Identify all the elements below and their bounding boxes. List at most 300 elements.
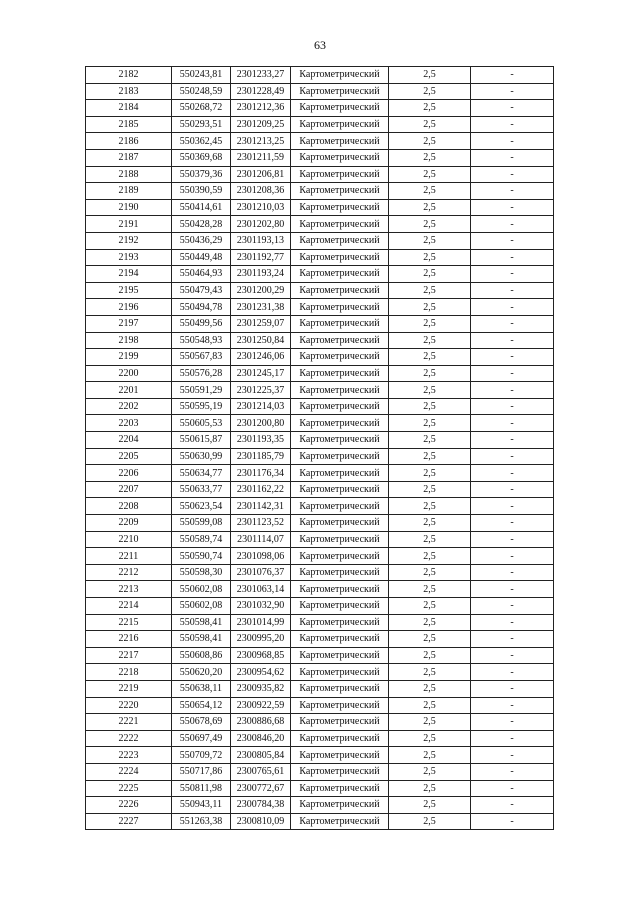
point-number-cell: 2197 bbox=[86, 315, 172, 332]
table-row bbox=[86, 548, 554, 565]
table-row bbox=[86, 797, 554, 814]
y-coordinate-cell: 2301246,06 bbox=[231, 349, 291, 366]
x-coordinate-cell: 550243,81 bbox=[172, 67, 231, 84]
method-cell: Картометрический bbox=[291, 548, 389, 565]
note-cell: - bbox=[471, 465, 554, 482]
table-row bbox=[86, 365, 554, 382]
method-cell: Картометрический bbox=[291, 332, 389, 349]
table-row bbox=[86, 730, 554, 747]
table-row bbox=[86, 697, 554, 714]
x-coordinate-cell: 550590,74 bbox=[172, 548, 231, 565]
accuracy-cell: 2,5 bbox=[389, 797, 471, 814]
y-coordinate-cell: 2301206,81 bbox=[231, 166, 291, 183]
y-coordinate-cell: 2301192,77 bbox=[231, 249, 291, 266]
method-cell: Картометрический bbox=[291, 232, 389, 249]
note-cell: - bbox=[471, 315, 554, 332]
point-number-cell: 2192 bbox=[86, 232, 172, 249]
table-row bbox=[86, 598, 554, 615]
x-coordinate-cell: 550464,93 bbox=[172, 266, 231, 283]
x-coordinate-cell: 550576,28 bbox=[172, 365, 231, 382]
accuracy-cell: 2,5 bbox=[389, 763, 471, 780]
method-cell: Картометрический bbox=[291, 365, 389, 382]
method-cell: Картометрический bbox=[291, 448, 389, 465]
x-coordinate-cell: 550811,98 bbox=[172, 780, 231, 797]
x-coordinate-cell: 550268,72 bbox=[172, 100, 231, 117]
note-cell: - bbox=[471, 249, 554, 266]
table-row bbox=[86, 747, 554, 764]
x-coordinate-cell: 550449,48 bbox=[172, 249, 231, 266]
point-number-cell: 2196 bbox=[86, 299, 172, 316]
accuracy-cell: 2,5 bbox=[389, 249, 471, 266]
method-cell: Картометрический bbox=[291, 149, 389, 166]
note-cell: - bbox=[471, 299, 554, 316]
note-cell: - bbox=[471, 133, 554, 150]
note-cell: - bbox=[471, 83, 554, 100]
point-number-cell: 2226 bbox=[86, 797, 172, 814]
y-coordinate-cell: 2300886,68 bbox=[231, 714, 291, 731]
note-cell: - bbox=[471, 714, 554, 731]
table-row bbox=[86, 83, 554, 100]
point-number-cell: 2198 bbox=[86, 332, 172, 349]
point-number-cell: 2223 bbox=[86, 747, 172, 764]
method-cell: Картометрический bbox=[291, 315, 389, 332]
point-number-cell: 2213 bbox=[86, 581, 172, 598]
note-cell: - bbox=[471, 680, 554, 697]
table-row bbox=[86, 133, 554, 150]
accuracy-cell: 2,5 bbox=[389, 299, 471, 316]
note-cell: - bbox=[471, 432, 554, 449]
point-number-cell: 2209 bbox=[86, 515, 172, 532]
y-coordinate-cell: 2300805,84 bbox=[231, 747, 291, 764]
point-number-cell: 2210 bbox=[86, 531, 172, 548]
accuracy-cell: 2,5 bbox=[389, 448, 471, 465]
table-row bbox=[86, 332, 554, 349]
table-row bbox=[86, 614, 554, 631]
y-coordinate-cell: 2301076,37 bbox=[231, 564, 291, 581]
accuracy-cell: 2,5 bbox=[389, 531, 471, 548]
note-cell: - bbox=[471, 747, 554, 764]
table-row bbox=[86, 67, 554, 84]
table-row bbox=[86, 166, 554, 183]
x-coordinate-cell: 550293,51 bbox=[172, 116, 231, 133]
x-coordinate-cell: 550414,61 bbox=[172, 199, 231, 216]
point-number-cell: 2188 bbox=[86, 166, 172, 183]
point-number-cell: 2186 bbox=[86, 133, 172, 150]
table-row bbox=[86, 515, 554, 532]
method-cell: Картометрический bbox=[291, 100, 389, 117]
table-row bbox=[86, 631, 554, 648]
y-coordinate-cell: 2301214,03 bbox=[231, 398, 291, 415]
table-row bbox=[86, 183, 554, 200]
accuracy-cell: 2,5 bbox=[389, 199, 471, 216]
table-row bbox=[86, 664, 554, 681]
accuracy-cell: 2,5 bbox=[389, 515, 471, 532]
y-coordinate-cell: 2301228,49 bbox=[231, 83, 291, 100]
table-row bbox=[86, 813, 554, 830]
point-number-cell: 2195 bbox=[86, 282, 172, 299]
point-number-cell: 2215 bbox=[86, 614, 172, 631]
table-row bbox=[86, 349, 554, 366]
point-number-cell: 2191 bbox=[86, 216, 172, 233]
accuracy-cell: 2,5 bbox=[389, 465, 471, 482]
method-cell: Картометрический bbox=[291, 730, 389, 747]
point-number-cell: 2200 bbox=[86, 365, 172, 382]
y-coordinate-cell: 2301231,38 bbox=[231, 299, 291, 316]
x-coordinate-cell: 550602,08 bbox=[172, 581, 231, 598]
table-row bbox=[86, 531, 554, 548]
x-coordinate-cell: 550697,49 bbox=[172, 730, 231, 747]
note-cell: - bbox=[471, 614, 554, 631]
note-cell: - bbox=[471, 531, 554, 548]
accuracy-cell: 2,5 bbox=[389, 100, 471, 117]
method-cell: Картометрический bbox=[291, 813, 389, 830]
table-row bbox=[86, 481, 554, 498]
x-coordinate-cell: 551263,38 bbox=[172, 813, 231, 830]
point-number-cell: 2183 bbox=[86, 83, 172, 100]
table-row bbox=[86, 780, 554, 797]
method-cell: Картометрический bbox=[291, 581, 389, 598]
method-cell: Картометрический bbox=[291, 664, 389, 681]
accuracy-cell: 2,5 bbox=[389, 266, 471, 283]
point-number-cell: 2206 bbox=[86, 465, 172, 482]
note-cell: - bbox=[471, 232, 554, 249]
y-coordinate-cell: 2300968,85 bbox=[231, 647, 291, 664]
x-coordinate-cell: 550548,93 bbox=[172, 332, 231, 349]
note-cell: - bbox=[471, 100, 554, 117]
note-cell: - bbox=[471, 780, 554, 797]
x-coordinate-cell: 550428,28 bbox=[172, 216, 231, 233]
x-coordinate-cell: 550436,29 bbox=[172, 232, 231, 249]
y-coordinate-cell: 2301209,25 bbox=[231, 116, 291, 133]
method-cell: Картометрический bbox=[291, 83, 389, 100]
method-cell: Картометрический bbox=[291, 183, 389, 200]
method-cell: Картометрический bbox=[291, 398, 389, 415]
y-coordinate-cell: 2301193,13 bbox=[231, 232, 291, 249]
note-cell: - bbox=[471, 581, 554, 598]
method-cell: Картометрический bbox=[291, 67, 389, 84]
y-coordinate-cell: 2300922,59 bbox=[231, 697, 291, 714]
method-cell: Картометрический bbox=[291, 465, 389, 482]
y-coordinate-cell: 2300935,82 bbox=[231, 680, 291, 697]
note-cell: - bbox=[471, 631, 554, 648]
table-row bbox=[86, 315, 554, 332]
point-number-cell: 2221 bbox=[86, 714, 172, 731]
table-row bbox=[86, 282, 554, 299]
coordinates-table-body bbox=[86, 67, 554, 830]
x-coordinate-cell: 550598,30 bbox=[172, 564, 231, 581]
table-row bbox=[86, 116, 554, 133]
table-row bbox=[86, 763, 554, 780]
table-row bbox=[86, 714, 554, 731]
method-cell: Картометрический bbox=[291, 531, 389, 548]
note-cell: - bbox=[471, 166, 554, 183]
accuracy-cell: 2,5 bbox=[389, 232, 471, 249]
x-coordinate-cell: 550362,45 bbox=[172, 133, 231, 150]
x-coordinate-cell: 550390,59 bbox=[172, 183, 231, 200]
y-coordinate-cell: 2301193,35 bbox=[231, 432, 291, 449]
point-number-cell: 2184 bbox=[86, 100, 172, 117]
note-cell: - bbox=[471, 515, 554, 532]
method-cell: Картометрический bbox=[291, 797, 389, 814]
point-number-cell: 2208 bbox=[86, 498, 172, 515]
y-coordinate-cell: 2301114,07 bbox=[231, 531, 291, 548]
accuracy-cell: 2,5 bbox=[389, 432, 471, 449]
point-number-cell: 2207 bbox=[86, 481, 172, 498]
note-cell: - bbox=[471, 498, 554, 515]
method-cell: Картометрический bbox=[291, 382, 389, 399]
point-number-cell: 2218 bbox=[86, 664, 172, 681]
point-number-cell: 2205 bbox=[86, 448, 172, 465]
method-cell: Картометрический bbox=[291, 515, 389, 532]
method-cell: Картометрический bbox=[291, 216, 389, 233]
x-coordinate-cell: 550943,11 bbox=[172, 797, 231, 814]
accuracy-cell: 2,5 bbox=[389, 680, 471, 697]
x-coordinate-cell: 550567,83 bbox=[172, 349, 231, 366]
accuracy-cell: 2,5 bbox=[389, 481, 471, 498]
point-number-cell: 2224 bbox=[86, 763, 172, 780]
accuracy-cell: 2,5 bbox=[389, 83, 471, 100]
accuracy-cell: 2,5 bbox=[389, 365, 471, 382]
note-cell: - bbox=[471, 282, 554, 299]
x-coordinate-cell: 550709,72 bbox=[172, 747, 231, 764]
y-coordinate-cell: 2301202,80 bbox=[231, 216, 291, 233]
x-coordinate-cell: 550369,68 bbox=[172, 149, 231, 166]
method-cell: Картометрический bbox=[291, 415, 389, 432]
accuracy-cell: 2,5 bbox=[389, 166, 471, 183]
note-cell: - bbox=[471, 548, 554, 565]
y-coordinate-cell: 2301211,59 bbox=[231, 149, 291, 166]
y-coordinate-cell: 2301193,24 bbox=[231, 266, 291, 283]
accuracy-cell: 2,5 bbox=[389, 813, 471, 830]
y-coordinate-cell: 2301245,17 bbox=[231, 365, 291, 382]
x-coordinate-cell: 550248,59 bbox=[172, 83, 231, 100]
table-row bbox=[86, 432, 554, 449]
method-cell: Картометрический bbox=[291, 631, 389, 648]
accuracy-cell: 2,5 bbox=[389, 332, 471, 349]
x-coordinate-cell: 550634,77 bbox=[172, 465, 231, 482]
x-coordinate-cell: 550678,69 bbox=[172, 714, 231, 731]
table-row bbox=[86, 564, 554, 581]
point-number-cell: 2203 bbox=[86, 415, 172, 432]
x-coordinate-cell: 550499,56 bbox=[172, 315, 231, 332]
method-cell: Картометрический bbox=[291, 166, 389, 183]
point-number-cell: 2190 bbox=[86, 199, 172, 216]
point-number-cell: 2222 bbox=[86, 730, 172, 747]
method-cell: Картометрический bbox=[291, 481, 389, 498]
note-cell: - bbox=[471, 149, 554, 166]
accuracy-cell: 2,5 bbox=[389, 149, 471, 166]
y-coordinate-cell: 2301208,36 bbox=[231, 183, 291, 200]
note-cell: - bbox=[471, 266, 554, 283]
accuracy-cell: 2,5 bbox=[389, 382, 471, 399]
method-cell: Картометрический bbox=[291, 697, 389, 714]
note-cell: - bbox=[471, 564, 554, 581]
point-number-cell: 2219 bbox=[86, 680, 172, 697]
x-coordinate-cell: 550602,08 bbox=[172, 598, 231, 615]
accuracy-cell: 2,5 bbox=[389, 398, 471, 415]
accuracy-cell: 2,5 bbox=[389, 315, 471, 332]
accuracy-cell: 2,5 bbox=[389, 282, 471, 299]
note-cell: - bbox=[471, 647, 554, 664]
point-number-cell: 2220 bbox=[86, 697, 172, 714]
accuracy-cell: 2,5 bbox=[389, 747, 471, 764]
point-number-cell: 2194 bbox=[86, 266, 172, 283]
y-coordinate-cell: 2301213,25 bbox=[231, 133, 291, 150]
y-coordinate-cell: 2301233,27 bbox=[231, 67, 291, 84]
y-coordinate-cell: 2301225,37 bbox=[231, 382, 291, 399]
method-cell: Картометрический bbox=[291, 647, 389, 664]
point-number-cell: 2189 bbox=[86, 183, 172, 200]
note-cell: - bbox=[471, 199, 554, 216]
point-number-cell: 2193 bbox=[86, 249, 172, 266]
method-cell: Картометрический bbox=[291, 116, 389, 133]
accuracy-cell: 2,5 bbox=[389, 730, 471, 747]
point-number-cell: 2182 bbox=[86, 67, 172, 84]
note-cell: - bbox=[471, 664, 554, 681]
x-coordinate-cell: 550598,41 bbox=[172, 631, 231, 648]
point-number-cell: 2211 bbox=[86, 548, 172, 565]
y-coordinate-cell: 2300995,20 bbox=[231, 631, 291, 648]
method-cell: Картометрический bbox=[291, 249, 389, 266]
accuracy-cell: 2,5 bbox=[389, 614, 471, 631]
x-coordinate-cell: 550599,08 bbox=[172, 515, 231, 532]
y-coordinate-cell: 2301210,03 bbox=[231, 199, 291, 216]
y-coordinate-cell: 2300846,20 bbox=[231, 730, 291, 747]
point-number-cell: 2227 bbox=[86, 813, 172, 830]
table-row bbox=[86, 498, 554, 515]
y-coordinate-cell: 2300765,61 bbox=[231, 763, 291, 780]
method-cell: Картометрический bbox=[291, 614, 389, 631]
note-cell: - bbox=[471, 730, 554, 747]
method-cell: Картометрический bbox=[291, 780, 389, 797]
accuracy-cell: 2,5 bbox=[389, 581, 471, 598]
method-cell: Картометрический bbox=[291, 282, 389, 299]
y-coordinate-cell: 2301200,29 bbox=[231, 282, 291, 299]
note-cell: - bbox=[471, 349, 554, 366]
y-coordinate-cell: 2301185,79 bbox=[231, 448, 291, 465]
note-cell: - bbox=[471, 398, 554, 415]
point-number-cell: 2187 bbox=[86, 149, 172, 166]
method-cell: Картометрический bbox=[291, 266, 389, 283]
table-row bbox=[86, 149, 554, 166]
x-coordinate-cell: 550605,53 bbox=[172, 415, 231, 432]
method-cell: Картометрический bbox=[291, 763, 389, 780]
method-cell: Картометрический bbox=[291, 199, 389, 216]
x-coordinate-cell: 550598,41 bbox=[172, 614, 231, 631]
table-row bbox=[86, 465, 554, 482]
table-row bbox=[86, 647, 554, 664]
note-cell: - bbox=[471, 448, 554, 465]
page-number: 63 bbox=[314, 38, 326, 52]
accuracy-cell: 2,5 bbox=[389, 697, 471, 714]
y-coordinate-cell: 2301200,80 bbox=[231, 415, 291, 432]
y-coordinate-cell: 2301162,22 bbox=[231, 481, 291, 498]
point-number-cell: 2201 bbox=[86, 382, 172, 399]
x-coordinate-cell: 550608,86 bbox=[172, 647, 231, 664]
accuracy-cell: 2,5 bbox=[389, 780, 471, 797]
method-cell: Картометрический bbox=[291, 498, 389, 515]
x-coordinate-cell: 550717,86 bbox=[172, 763, 231, 780]
x-coordinate-cell: 550623,54 bbox=[172, 498, 231, 515]
y-coordinate-cell: 2300784,38 bbox=[231, 797, 291, 814]
note-cell: - bbox=[471, 67, 554, 84]
note-cell: - bbox=[471, 481, 554, 498]
table-row bbox=[86, 398, 554, 415]
accuracy-cell: 2,5 bbox=[389, 714, 471, 731]
method-cell: Картометрический bbox=[291, 680, 389, 697]
table-row bbox=[86, 448, 554, 465]
x-coordinate-cell: 550479,43 bbox=[172, 282, 231, 299]
y-coordinate-cell: 2301032,90 bbox=[231, 598, 291, 615]
accuracy-cell: 2,5 bbox=[389, 631, 471, 648]
method-cell: Картометрический bbox=[291, 747, 389, 764]
point-number-cell: 2217 bbox=[86, 647, 172, 664]
accuracy-cell: 2,5 bbox=[389, 133, 471, 150]
note-cell: - bbox=[471, 365, 554, 382]
y-coordinate-cell: 2301123,52 bbox=[231, 515, 291, 532]
table-row bbox=[86, 266, 554, 283]
method-cell: Картометрический bbox=[291, 349, 389, 366]
x-coordinate-cell: 550595,19 bbox=[172, 398, 231, 415]
x-coordinate-cell: 550494,78 bbox=[172, 299, 231, 316]
accuracy-cell: 2,5 bbox=[389, 216, 471, 233]
y-coordinate-cell: 2301142,31 bbox=[231, 498, 291, 515]
table-row bbox=[86, 199, 554, 216]
note-cell: - bbox=[471, 797, 554, 814]
accuracy-cell: 2,5 bbox=[389, 564, 471, 581]
table-row bbox=[86, 216, 554, 233]
accuracy-cell: 2,5 bbox=[389, 498, 471, 515]
y-coordinate-cell: 2301063,14 bbox=[231, 581, 291, 598]
coordinates-table bbox=[85, 66, 554, 830]
method-cell: Картометрический bbox=[291, 133, 389, 150]
table-row bbox=[86, 581, 554, 598]
y-coordinate-cell: 2300954,62 bbox=[231, 664, 291, 681]
x-coordinate-cell: 550633,77 bbox=[172, 481, 231, 498]
y-coordinate-cell: 2300772,67 bbox=[231, 780, 291, 797]
method-cell: Картометрический bbox=[291, 432, 389, 449]
x-coordinate-cell: 550615,87 bbox=[172, 432, 231, 449]
note-cell: - bbox=[471, 813, 554, 830]
y-coordinate-cell: 2300810,09 bbox=[231, 813, 291, 830]
x-coordinate-cell: 550589,74 bbox=[172, 531, 231, 548]
point-number-cell: 2199 bbox=[86, 349, 172, 366]
x-coordinate-cell: 550654,12 bbox=[172, 697, 231, 714]
point-number-cell: 2216 bbox=[86, 631, 172, 648]
method-cell: Картометрический bbox=[291, 598, 389, 615]
point-number-cell: 2225 bbox=[86, 780, 172, 797]
note-cell: - bbox=[471, 183, 554, 200]
method-cell: Картометрический bbox=[291, 714, 389, 731]
x-coordinate-cell: 550630,99 bbox=[172, 448, 231, 465]
note-cell: - bbox=[471, 332, 554, 349]
accuracy-cell: 2,5 bbox=[389, 67, 471, 84]
accuracy-cell: 2,5 bbox=[389, 647, 471, 664]
accuracy-cell: 2,5 bbox=[389, 415, 471, 432]
x-coordinate-cell: 550591,29 bbox=[172, 382, 231, 399]
table-row bbox=[86, 382, 554, 399]
y-coordinate-cell: 2301176,34 bbox=[231, 465, 291, 482]
point-number-cell: 2204 bbox=[86, 432, 172, 449]
table-row bbox=[86, 100, 554, 117]
note-cell: - bbox=[471, 116, 554, 133]
point-number-cell: 2202 bbox=[86, 398, 172, 415]
y-coordinate-cell: 2301014,99 bbox=[231, 614, 291, 631]
accuracy-cell: 2,5 bbox=[389, 183, 471, 200]
note-cell: - bbox=[471, 697, 554, 714]
method-cell: Картометрический bbox=[291, 564, 389, 581]
accuracy-cell: 2,5 bbox=[389, 664, 471, 681]
